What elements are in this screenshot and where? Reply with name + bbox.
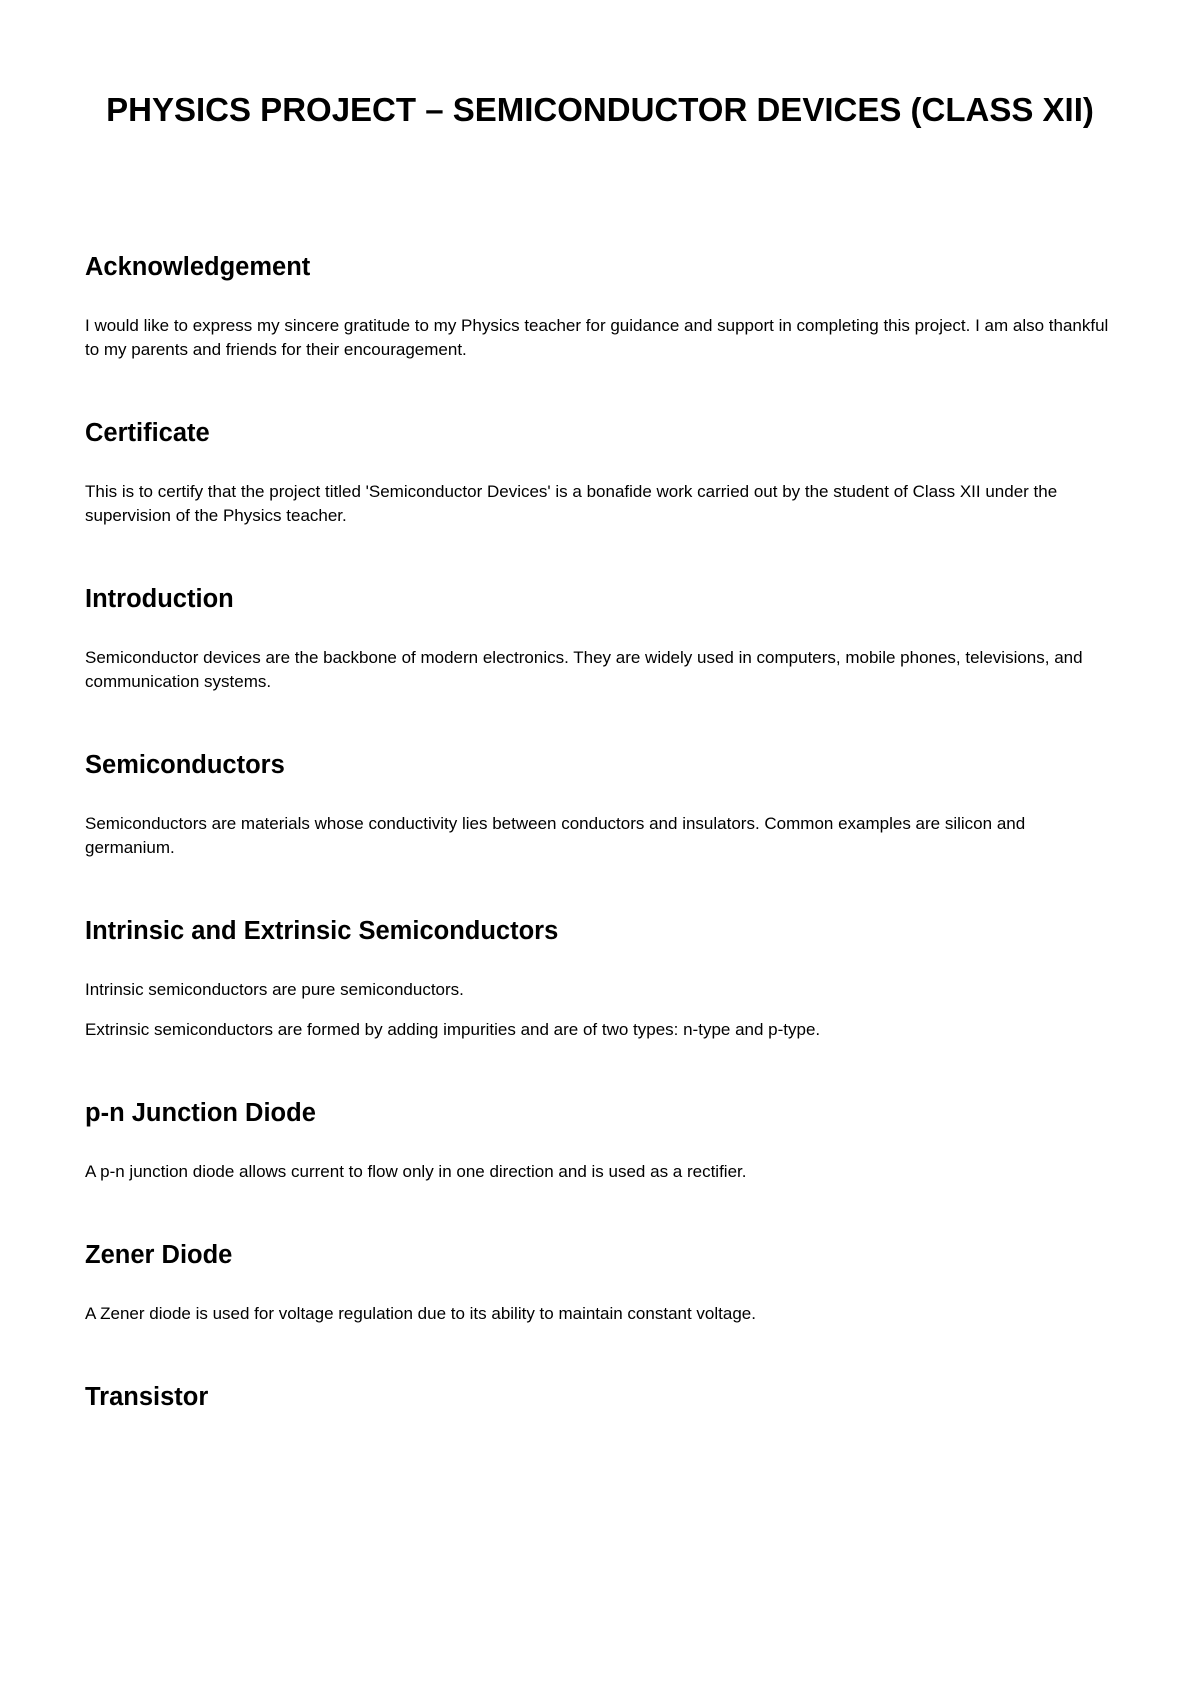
section-paragraph: Semiconductors are materials whose conductivity lies between conductors and insulators. Common examples are silicon and germanium.: [85, 814, 1026, 857]
document-title: PHYSICS PROJECT – SEMICONDUCTOR DEVICES (CLASS XII): [106, 91, 1094, 128]
section-zener-diode: [85, 1240, 1115, 1326]
section-intrinsic-extrinsic: [85, 916, 1115, 1042]
section-heading: Transistor: [85, 1383, 209, 1411]
section-semiconductors: [85, 750, 1115, 860]
section-heading: Intrinsic and Extrinsic Semiconductors: [85, 917, 559, 945]
section-introduction: [85, 584, 1115, 694]
section-paragraph: Intrinsic semiconductors are pure semiconductors.: [85, 980, 464, 999]
section-transistor: [85, 1382, 1115, 1412]
section-heading: Zener Diode: [85, 1241, 233, 1269]
section-paragraph: Extrinsic semiconductors are formed by adding impurities and are of two types: n-type and p-type.: [85, 1020, 821, 1039]
section-paragraph: I would like to express my sincere gratitude to my Physics teacher for guidance and support in completing this project. I am also thankful to my parents and friends for their encouragement.: [85, 316, 1109, 359]
section-heading: Semiconductors: [85, 751, 285, 779]
section-paragraph: A Zener diode is used for voltage regulation due to its ability to maintain constant voltage.: [85, 1304, 756, 1323]
section-paragraph: Semiconductor devices are the backbone of modern electronics. They are widely used in computers, mobile phones, televisions, and communication systems.: [85, 648, 1083, 691]
section-heading: p-n Junction Diode: [85, 1099, 316, 1127]
section-acknowledgement: [85, 252, 1115, 362]
section-paragraph: A p-n junction diode allows current to flow only in one direction and is used as a rectifier.: [85, 1162, 747, 1181]
section-pn-junction-diode: [85, 1098, 1115, 1184]
section-paragraph: This is to certify that the project titled 'Semiconductor Devices' is a bonafide work carried out by the student of Class XII under the supervision of the Physics teacher.: [85, 482, 1058, 525]
section-heading: Acknowledgement: [85, 253, 311, 281]
section-heading: Introduction: [85, 585, 234, 613]
section-certificate: [85, 418, 1115, 528]
section-heading: Certificate: [85, 419, 210, 447]
